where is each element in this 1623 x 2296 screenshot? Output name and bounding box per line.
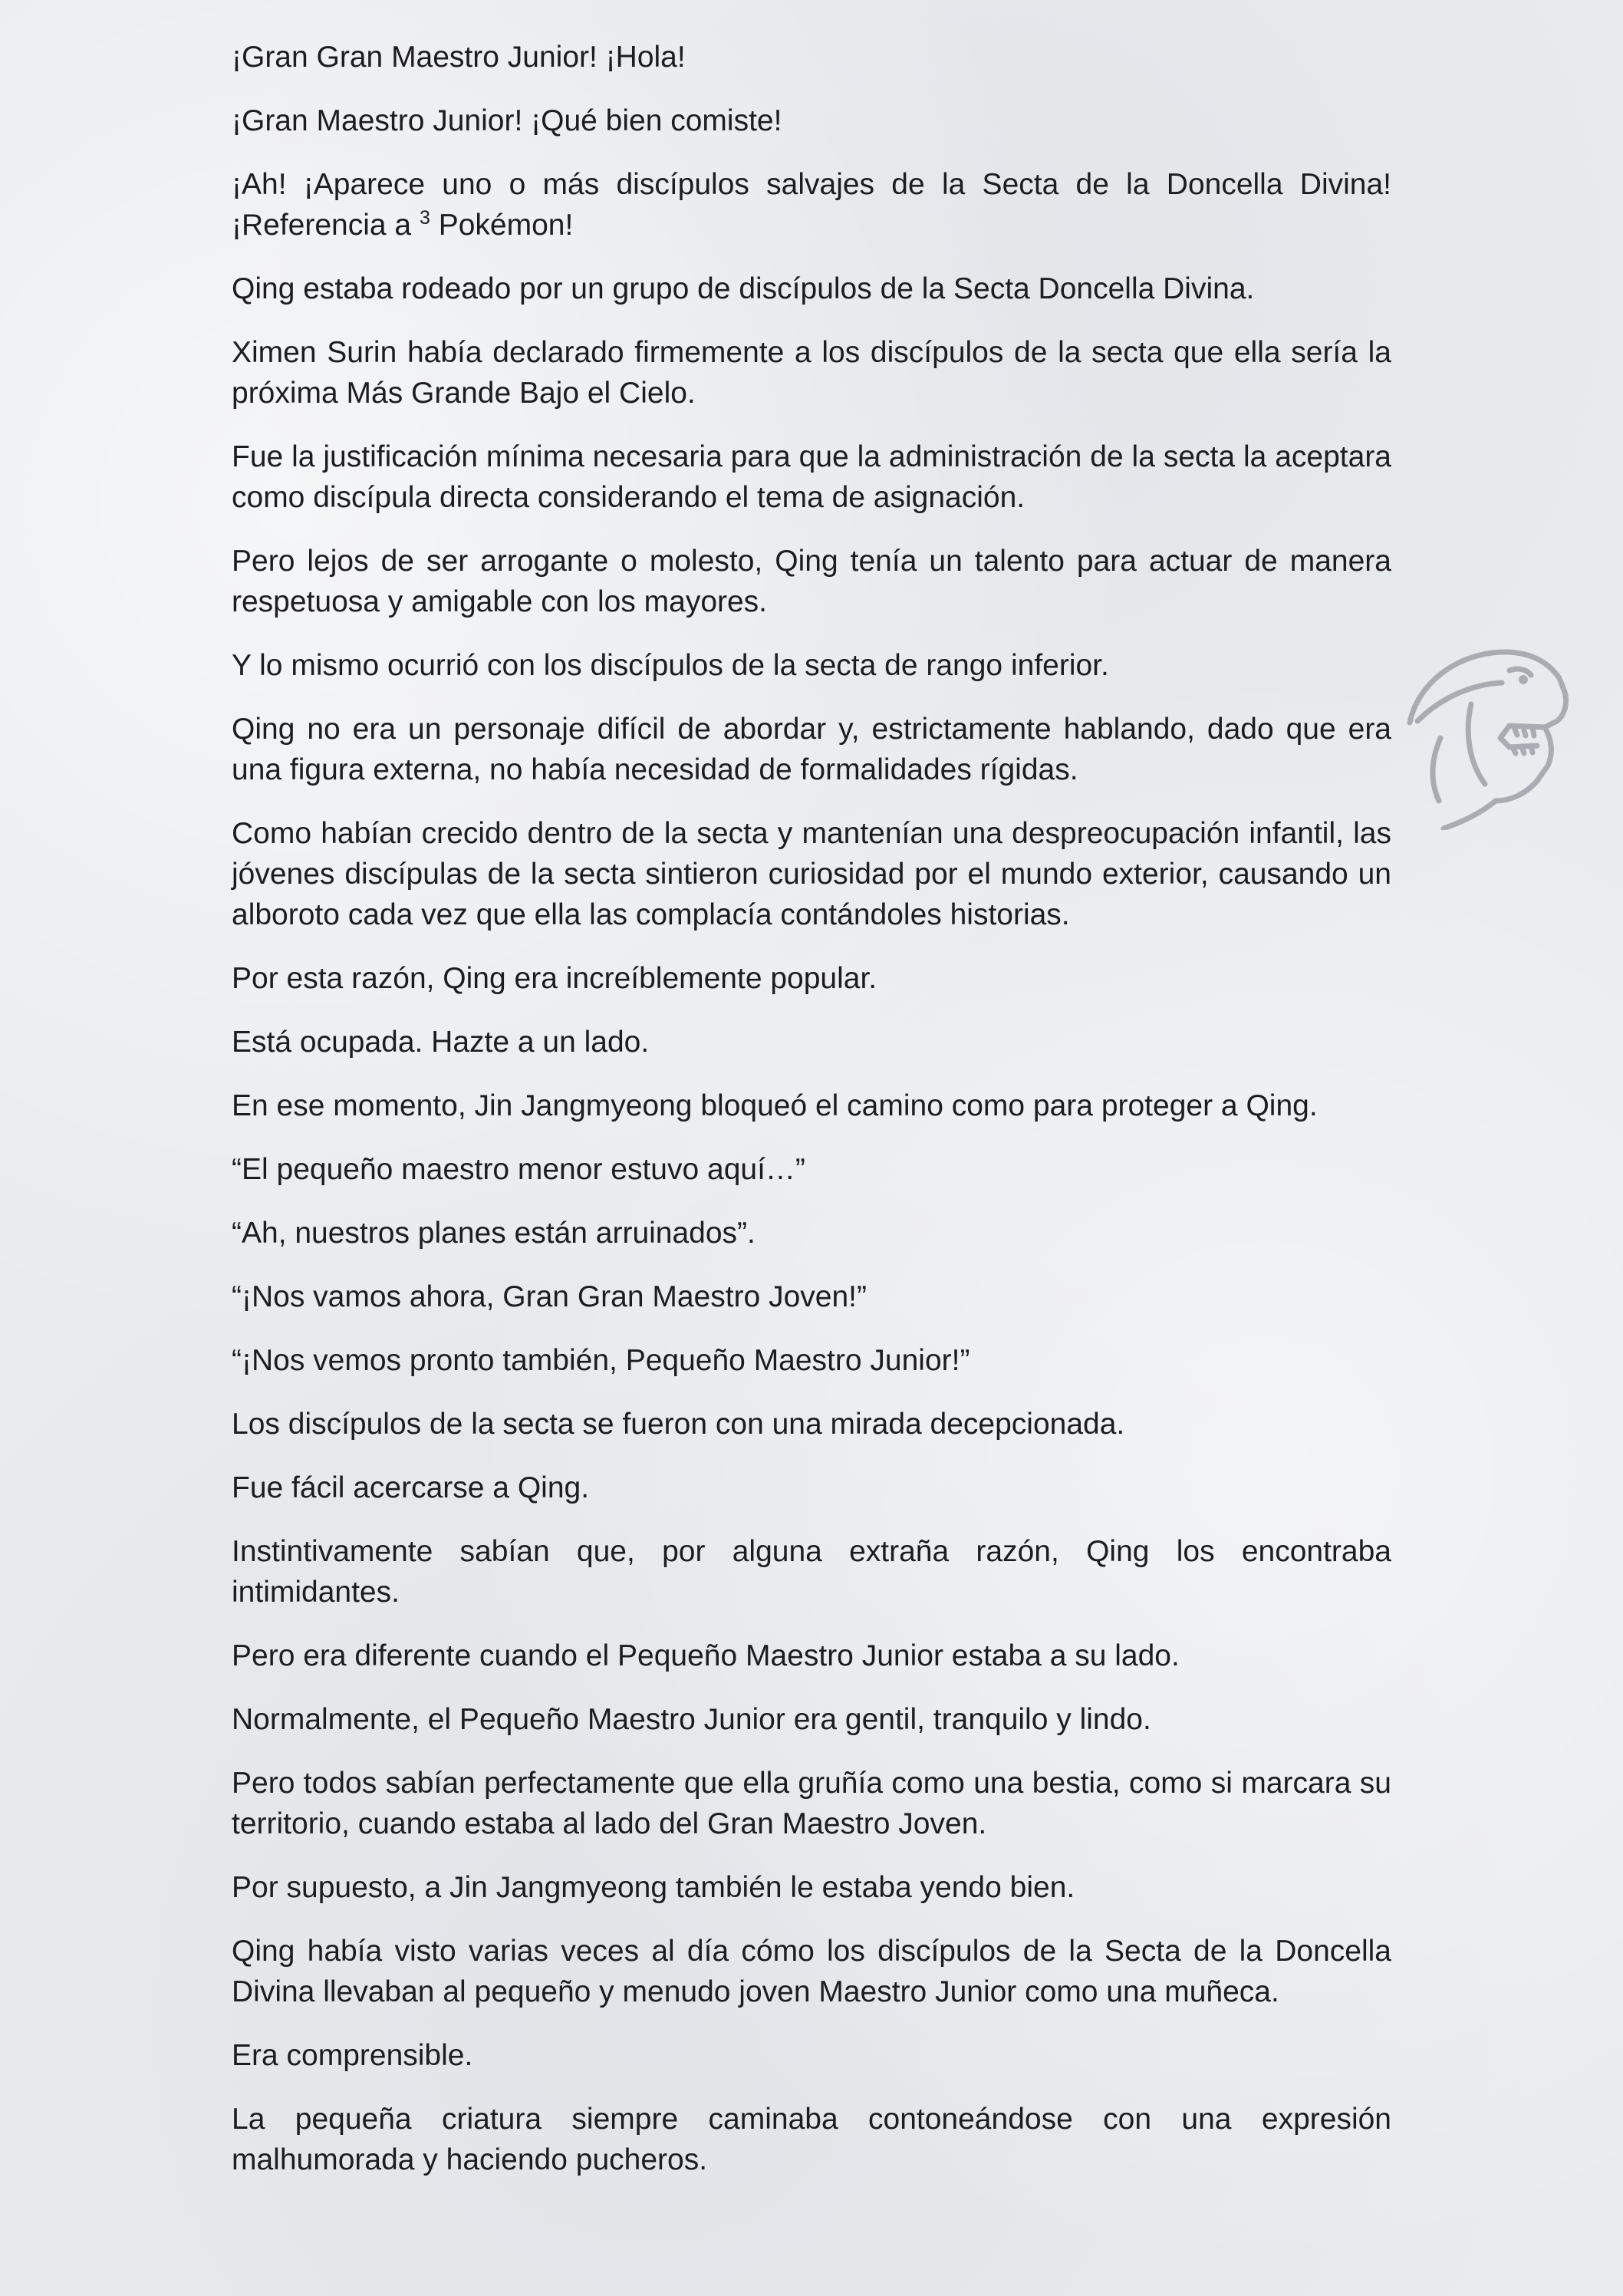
paragraph: Qing había visto varias veces al día cómo los discípulos de la Secta de la Doncella Divina llevaban al pequeño y menudo joven Maestro Junior como una muñeca. (232, 1935, 1391, 2008)
paragraph: Pero lejos de ser arrogante o molesto, Qing tenía un talento para actuar de manera respetuosa y amigable con los mayores. (232, 545, 1391, 618)
footnote-reference[interactable]: 3 (419, 207, 430, 229)
paragraph: La pequeña criatura siempre caminaba contoneándose con una expresión malhumorada y haciendo pucheros. (232, 2103, 1391, 2176)
paragraph: ¡Gran Maestro Junior! ¡Qué bien comiste! (232, 104, 782, 137)
paragraph: Pero todos sabían perfectamente que ella gruñía como una bestia, como si marcara su territorio, cuando estaba al lado del Gran Maestro Joven. (232, 1767, 1391, 1840)
paragraph: Por supuesto, a Jin Jangmyeong también le estaba yendo bien. (232, 1871, 1075, 1904)
paragraph: “¡Nos vemos pronto también, Pequeño Maestro Junior!” (232, 1344, 970, 1377)
paragraph-text: ¡Ah! ¡Aparece uno o más discípulos salvajes de la Secta de la Doncella Divina! ¡Referencia a (232, 168, 1391, 242)
paragraph: Normalmente, el Pequeño Maestro Junior era gentil, tranquilo y lindo. (232, 1703, 1151, 1736)
paragraph: Qing estaba rodeado por un grupo de discípulos de la Secta Doncella Divina. (232, 272, 1255, 305)
paragraph: “Ah, nuestros planes están arruinados”. (232, 1217, 756, 1250)
paragraph: Está ocupada. Hazte a un lado. (232, 1026, 650, 1059)
paragraph: Pero era diferente cuando el Pequeño Maestro Junior estaba a su lado. (232, 1639, 1180, 1672)
paragraph: Fue la justificación mínima necesaria para que la administración de la secta la aceptara como discípula directa considerando el tema de asignación. (232, 440, 1391, 514)
paragraph: En ese momento, Jin Jangmyeong bloqueó el camino como para proteger a Qing. (232, 1089, 1318, 1122)
paragraph: Era comprensible. (232, 2039, 473, 2072)
paragraph-text: Pokémon! (430, 209, 574, 242)
paragraph: Como habían crecido dentro de la secta y mantenían una despreocupación infantil, las jóvenes discípulas de la secta sintieron curiosidad por el mundo exterior, causando un alboroto cada vez que ella las complacía contándoles historias. (232, 817, 1391, 931)
dinosaur-head-logo-icon (1394, 631, 1579, 830)
paragraph: Qing no era un personaje difícil de abordar y, estrictamente hablando, dado que era una figura externa, no había necesidad de formalidades rígidas. (232, 713, 1391, 786)
paragraph-with-footnote (232, 164, 1391, 245)
paragraph: “El pequeño maestro menor estuvo aquí…” (232, 1153, 805, 1186)
paragraph: Y lo mismo ocurrió con los discípulos de la secta de rango inferior. (232, 649, 1109, 682)
paragraph: “¡Nos vamos ahora, Gran Gran Maestro Joven!” (232, 1280, 867, 1313)
paragraph: Los discípulos de la secta se fueron con una mirada decepcionada. (232, 1408, 1125, 1441)
paragraph: Fue fácil acercarse a Qing. (232, 1471, 590, 1504)
paragraph: Por esta razón, Qing era increíblemente popular. (232, 962, 877, 995)
paragraph: Instintivamente sabían que, por alguna extraña razón, Qing los encontraba intimidantes. (232, 1535, 1391, 1609)
paragraph: Ximen Surin había declarado firmemente a los discípulos de la secta que ella sería la próxima Más Grande Bajo el Cielo. (232, 336, 1391, 410)
page-body (232, 37, 1391, 2180)
paragraph: ¡Gran Gran Maestro Junior! ¡Hola! (232, 41, 686, 74)
